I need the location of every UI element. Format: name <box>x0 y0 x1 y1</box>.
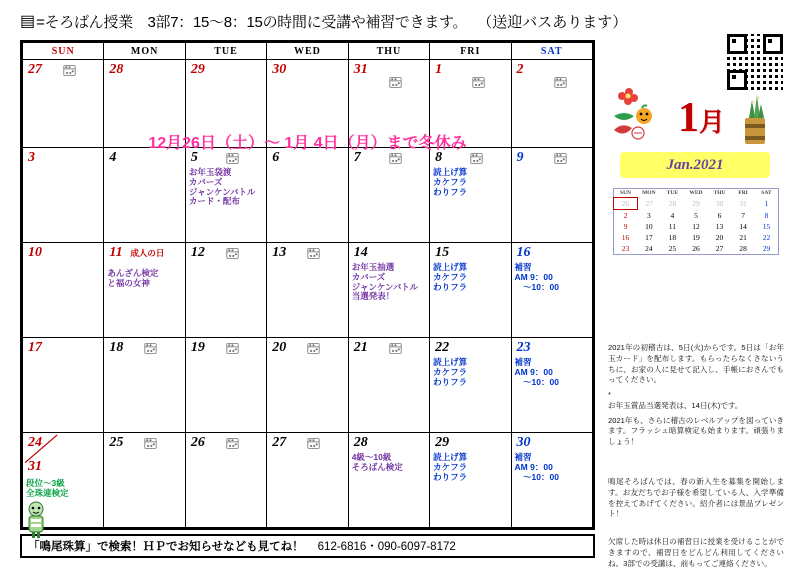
abacus-doodle-icon <box>226 437 239 450</box>
day-number: 31 <box>353 62 368 77</box>
mini-day-cell[interactable]: 28 <box>739 244 747 253</box>
jan-2021-badge: Jan.2021 <box>620 152 770 178</box>
day-note: お年玉袋渡 カバーズ ジャンケンバトル カード・配布 <box>188 167 256 207</box>
mini-week-row <box>614 232 779 243</box>
calendar-day-cell[interactable] <box>104 60 185 148</box>
day-note: 補習 AM 9：00 ～10：00 <box>514 262 559 292</box>
mini-day-cell[interactable]: 31 <box>739 199 747 208</box>
calendar-day-cell[interactable] <box>185 338 266 433</box>
mascot-icon <box>22 500 50 540</box>
footer-bar <box>20 534 595 558</box>
abacus-doodle-icon <box>554 152 567 165</box>
calendar-body <box>23 60 593 528</box>
calendar-day-cell[interactable] <box>23 148 104 243</box>
calendar-day-cell[interactable] <box>104 433 185 528</box>
mini-day-cell[interactable]: 19 <box>692 233 700 242</box>
winter-break-banner: 12月26日（土）～ 1月 4日（月）まで冬休み <box>148 135 467 152</box>
mini-weekday: FRI <box>738 190 748 197</box>
calendar-day-cell[interactable] <box>511 243 592 338</box>
weekday-fri: FRI <box>430 43 511 60</box>
day-note: 4級～10級 そろばん検定 <box>351 452 403 472</box>
day-number: 8 <box>435 150 443 165</box>
day-number: 24 <box>28 435 42 450</box>
calendar-week-row <box>23 338 593 433</box>
header-text: =そろばん授業 3部7：15～8：15の時間に受講や補習できます。 <box>36 13 468 31</box>
page-header <box>20 8 782 34</box>
abacus-doodle-icon <box>226 342 239 355</box>
mini-day-cell[interactable]: 2 <box>623 211 628 220</box>
calendar-day-cell[interactable] <box>511 338 592 433</box>
abacus-doodle-icon <box>472 76 485 89</box>
calendar-day-cell[interactable] <box>104 148 185 243</box>
day-number: 6 <box>272 150 280 165</box>
calendar-day-cell[interactable] <box>511 148 592 243</box>
calendar-day-cell[interactable] <box>23 243 104 338</box>
weekday-wed: WED <box>267 43 348 60</box>
calendar-day-cell[interactable] <box>185 148 266 243</box>
note-paragraph-5: 欠席した時は休日の補習日に授業を受けることができますので、補習日をどんどん利用してくださいね。3部での受講は、前もってご連絡ください。 <box>608 537 784 568</box>
mini-week-row <box>614 210 779 222</box>
calendar-day-cell[interactable] <box>104 338 185 433</box>
abacus-doodle-icon <box>307 247 320 260</box>
calendar-day-cell[interactable] <box>348 60 429 148</box>
day-note: 読上げ算 カケフラ わりフラ <box>433 167 468 197</box>
kadomatsu-icon <box>738 92 772 150</box>
day-number: 15 <box>435 245 450 260</box>
abacus-doodle-icon <box>470 152 483 165</box>
note-paragraph-2: お年玉賞品当選発表は、14日(木)です。 <box>608 400 743 410</box>
mini-week-row <box>614 198 779 210</box>
mini-day-cell[interactable]: 6 <box>717 210 722 220</box>
calendar-day-cell[interactable] <box>511 60 592 148</box>
weekday-sun: SUN <box>23 43 104 60</box>
day-number: 10 <box>28 245 42 260</box>
day-note: 読上げ算 カケフラ わりフラ <box>433 262 468 292</box>
calendar-day-cell[interactable] <box>430 338 511 433</box>
right-panel <box>600 40 785 568</box>
mini-day-cell[interactable]: 7 <box>741 210 745 220</box>
mini-day-cell[interactable]: 12 <box>692 222 700 231</box>
day-number: 30 <box>272 62 287 77</box>
mini-day-cell[interactable]: 4 <box>670 210 675 220</box>
weekday-mon: MON <box>104 43 185 60</box>
holiday-label: 成人の日 <box>130 248 165 258</box>
mini-day-cell[interactable]: 21 <box>739 233 747 242</box>
mini-day-cell[interactable]: 25 <box>668 244 677 253</box>
day-number: 22 <box>435 340 450 355</box>
abacus-doodle-icon <box>144 437 157 450</box>
calendar-day-cell[interactable] <box>348 148 429 243</box>
calendar-day-cell[interactable] <box>348 338 429 433</box>
abacus-icon: ▤ <box>20 13 36 30</box>
calendar-day-cell[interactable] <box>267 433 348 528</box>
calendar-table <box>22 42 593 528</box>
day-number: 16 <box>516 245 531 260</box>
abacus-doodle-icon <box>307 342 320 355</box>
mini-day-cell[interactable]: 3 <box>646 210 651 220</box>
day-number: 28 <box>353 435 368 450</box>
calendar-day-cell[interactable] <box>104 243 185 338</box>
calendar-day-cell[interactable] <box>430 243 511 338</box>
calendar-day-cell[interactable] <box>267 243 348 338</box>
mini-day-cell[interactable]: 26 <box>692 244 700 253</box>
day-note: 読上げ算 カケフラ わりフラ <box>433 452 468 482</box>
mini-day-cell[interactable]: 10 <box>645 222 653 231</box>
mini-calendar-header <box>614 189 779 198</box>
mini-day-cell[interactable]: 15 <box>762 222 771 231</box>
day-number: 14 <box>353 245 368 260</box>
weekday-tue: TUE <box>185 43 266 60</box>
day-note: 補習 AM 9：00 ～10：00 <box>514 452 559 482</box>
mini-day-cell[interactable]: 5 <box>694 210 698 220</box>
calendar-day-cell[interactable] <box>185 433 266 528</box>
mini-day-cell[interactable]: 11 <box>668 222 677 231</box>
day-note: あんざん検定 と福の女神 <box>107 268 159 288</box>
day-number-secondary: 31 <box>28 459 42 474</box>
calendar-day-cell[interactable] <box>267 338 348 433</box>
mini-day-cell[interactable]: 22 <box>762 233 771 242</box>
day-number: 27 <box>28 62 42 77</box>
abacus-doodle-icon <box>389 342 402 355</box>
day-number: 4 <box>109 150 117 165</box>
calendar-week-row <box>23 243 593 338</box>
calendar-day-cell[interactable] <box>23 60 104 148</box>
calendar-day-cell[interactable] <box>23 338 104 433</box>
calendar-day-cell[interactable] <box>430 148 511 243</box>
qr-corner-icon <box>727 34 747 54</box>
calendar-week-row <box>23 433 593 528</box>
weekday-sat: SAT <box>511 43 592 60</box>
monthly-calendar <box>20 40 595 530</box>
mini-day-cell[interactable]: 17 <box>645 233 653 242</box>
day-note: 読上げ算 カケフラ わりフラ <box>433 357 468 387</box>
calendar-weekday-header <box>23 43 593 60</box>
mini-calendar <box>613 188 779 255</box>
mini-weekday: MON <box>642 190 656 197</box>
mini-week-row <box>614 243 779 255</box>
day-number: 27 <box>272 435 287 450</box>
mini-week-row <box>614 221 779 232</box>
day-number: 21 <box>353 340 368 355</box>
day-note: お年玉抽選 カバーズ ジャンケンバトル 当選発表！ <box>351 262 419 302</box>
abacus-doodle-icon <box>307 437 320 450</box>
day-number: 12 <box>190 245 205 260</box>
mini-weekday: WED <box>689 190 703 197</box>
day-note: 補習 AM 9：00 ～10：00 <box>514 357 559 387</box>
day-number: 17 <box>28 340 42 355</box>
new-year-decoration <box>600 70 785 148</box>
day-number: 3 <box>28 150 35 165</box>
calendar-week-row <box>23 148 593 243</box>
mini-day-cell[interactable]: 13 <box>715 222 724 231</box>
calendar-day-cell[interactable] <box>267 60 348 148</box>
day-number: 30 <box>516 435 531 450</box>
abacus-doodle-icon <box>389 76 402 89</box>
mini-weekday: TUE <box>666 190 679 197</box>
day-number: 29 <box>190 62 205 77</box>
mini-day-cell[interactable]: 8 <box>764 210 769 220</box>
abacus-doodle-icon <box>144 342 157 355</box>
mini-day-cell[interactable]: 29 <box>762 244 771 253</box>
day-number: 9 <box>516 150 524 165</box>
mini-day-cell[interactable]: 30 <box>715 199 724 208</box>
day-number: 25 <box>109 435 124 450</box>
mini-day-cell[interactable]: 28 <box>668 199 677 208</box>
day-number: 20 <box>272 340 287 355</box>
mini-day-cell[interactable]: 16 <box>621 233 630 242</box>
footer-search-text: 「鳴尾珠算」で検索！ＨＰでお知らせなども見てね！ <box>28 541 304 553</box>
day-number: 28 <box>109 62 124 77</box>
mini-calendar-body <box>614 198 779 255</box>
mini-day-cell[interactable]: 29 <box>692 199 700 208</box>
mini-day-cell[interactable]: 14 <box>739 222 747 231</box>
day-number: 18 <box>109 340 124 355</box>
day-number: 7 <box>353 150 361 165</box>
mini-day-cell[interactable]: 27 <box>715 244 724 253</box>
day-number: 2 <box>516 62 524 77</box>
day-number: 29 <box>435 435 450 450</box>
footer-phone: 612-6816・090-6097-8172 <box>317 541 456 553</box>
day-note: 段位～3級 全珠連検定 <box>26 478 69 498</box>
calendar-day-cell[interactable] <box>430 60 511 148</box>
calendar-day-cell[interactable] <box>348 433 429 528</box>
mini-weekday: THU <box>713 190 726 197</box>
mini-day-cell[interactable]: 26 <box>614 198 638 210</box>
day-number: 23 <box>516 340 531 355</box>
mini-day-cell[interactable]: 1 <box>764 199 769 208</box>
header-bus-note: （送迎バスあります） <box>477 13 628 31</box>
note-paragraph-3: 2021年も、さらに稽古のレベルアップを図っていきます。フラッシュ暗算検定も始まります。頑張りましょう！ <box>608 415 784 447</box>
mini-day-cell[interactable]: 9 <box>623 222 628 231</box>
day-number: 5 <box>190 150 198 165</box>
abacus-doodle-icon <box>226 152 239 165</box>
calendar-day-cell[interactable] <box>185 243 266 338</box>
calendar-day-cell[interactable] <box>267 148 348 243</box>
day-number: 26 <box>190 435 205 450</box>
plum-blossom-icon <box>608 86 668 142</box>
note-paragraph-4: 鳴尾そろばんでは、春の新入生を募集を開始します。お友だちでお子様を希望している人、入学準備を控えてあげてください。紹介者には景品プレゼント！ <box>608 477 784 519</box>
calendar-day-cell[interactable] <box>185 60 266 148</box>
day-number: 19 <box>190 340 205 355</box>
day-number: 13 <box>272 245 287 260</box>
abacus-doodle-icon <box>554 76 567 89</box>
note-paragraph-1: 2021年の初稽古は、5日(火)からです。5日は「お年玉カード」を配布します。もらったらなくさないうちに、お家の人に見せて記入し、手帳におさんでもってください。 * お年玉賞品当選発表は、14日(木)です。 2021年も、さらに稽古のレベルアップを図っていきます。フラッシュ暗算検定も始まります。頑張りましょう！ <box>608 343 784 447</box>
weekday-thu: THU <box>348 43 429 60</box>
abacus-doodle-icon <box>226 247 239 260</box>
mini-day-cell[interactable]: 23 <box>621 244 630 253</box>
mini-weekday: SAT <box>761 190 772 197</box>
mini-day-cell[interactable]: 24 <box>645 244 653 253</box>
calendar-day-cell[interactable] <box>348 243 429 338</box>
abacus-doodle-icon <box>63 64 76 77</box>
calendar-week-row <box>23 60 593 148</box>
calendar-day-cell[interactable] <box>430 433 511 528</box>
calendar-day-cell[interactable] <box>511 433 592 528</box>
qr-corner-icon <box>763 34 783 54</box>
mini-weekday: SUN <box>620 190 632 196</box>
month-number: 1月 <box>678 95 726 141</box>
mini-day-cell[interactable]: 18 <box>668 233 677 242</box>
day-number: 11 <box>109 245 123 260</box>
abacus-doodle-icon <box>389 152 402 165</box>
mini-day-cell[interactable]: 20 <box>715 233 724 242</box>
day-number: 1 <box>435 62 443 77</box>
mini-day-cell[interactable]: 27 <box>645 199 653 208</box>
